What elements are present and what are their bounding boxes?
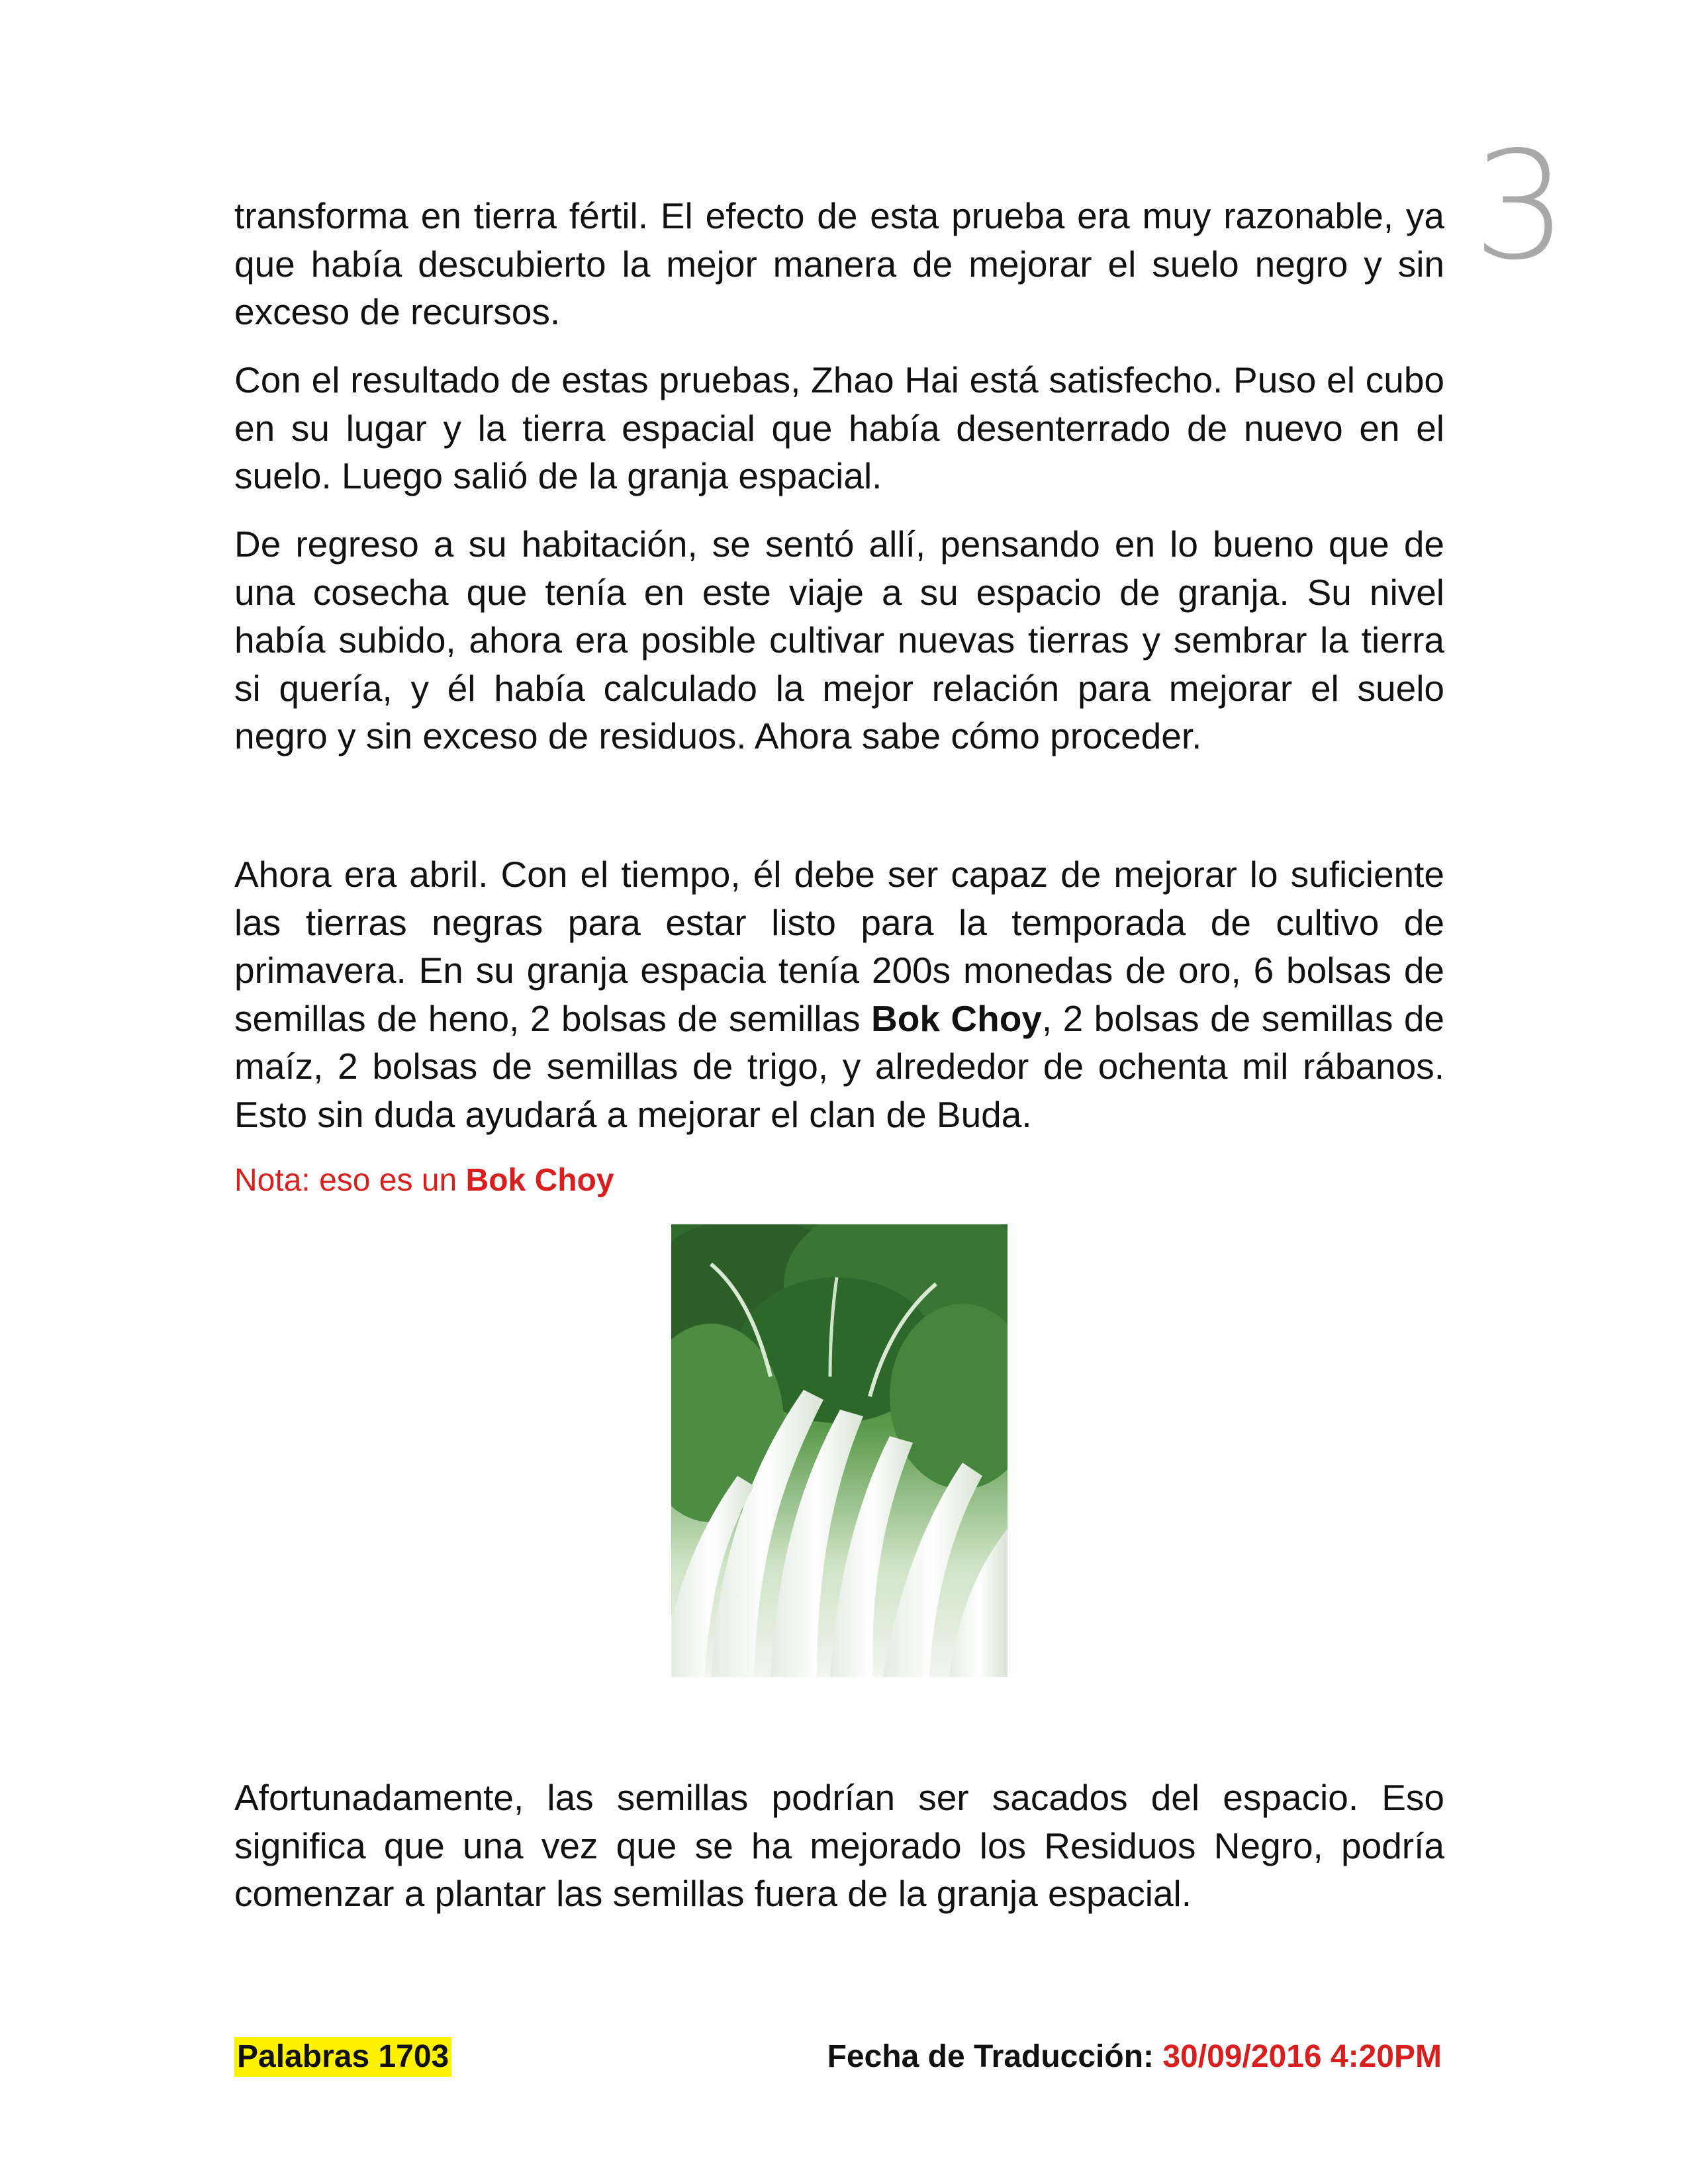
date-label: Fecha de Traducción: bbox=[827, 2039, 1163, 2074]
bok-choy-illustration bbox=[671, 1224, 1008, 1677]
paragraph-final: Afortunadamente, las semillas podrían ser sacados del espacio. Eso significa que una vez que se ha mejorado los Residuos Negro, podría comenzar a plantar las semillas fuera de la granja espacial. bbox=[234, 1777, 1444, 1914]
bok-choy-photo bbox=[671, 1224, 1008, 1677]
note-bold: Bok Choy bbox=[465, 1163, 614, 1198]
paragraph-3: De regreso a su habitación, se sentó allí, pensando en lo bueno que de una cosecha que tenía en este viaje a su espacio de granja. Su nivel había subido, ahora era posible cultivar nuevas tierras y sembrar la tierra si quería, y él había calculado la mejor relación para mejorar el suelo negro y sin exceso de residuos. Ahora sabe cómo proceder. bbox=[234, 523, 1444, 756]
bok-choy-bold: Bok Choy bbox=[871, 997, 1042, 1039]
paragraph-1: transforma en tierra fértil. El efecto de esta prueba era muy razonable, ya que había descubierto la mejor manera de mejorar el suelo negro y sin exceso de recursos. bbox=[234, 195, 1444, 332]
paragraph-2: Con el resultado de estas pruebas, Zhao Hai está satisfecho. Puso el cubo en su lugar y la tierra espacial que había desenterrado de nuevo en el suelo. Luego salió de la granja espacial. bbox=[234, 359, 1444, 496]
translation-date bbox=[827, 2037, 1442, 2077]
translator-note bbox=[234, 1160, 614, 1202]
page-number: 3 bbox=[1473, 120, 1568, 293]
april-text-after: , 2 bolsas de semillas de maíz, 2 bolsas de semillas de trigo, y alrededor de ochenta mil rábanos. Esto sin duda ayudará a mejorar el clan de Buda. bbox=[234, 997, 1445, 1135]
note-prefix: Nota: eso es un bbox=[234, 1163, 466, 1198]
word-count: Palabras 1703 bbox=[234, 2037, 451, 2077]
date-value: 30/09/2016 4:20PM bbox=[1162, 2039, 1442, 2074]
paragraph-april bbox=[234, 850, 1444, 1138]
april-text-before: Ahora era abril. Con el tiempo, él debe ser capaz de mejorar lo suficiente las tierras negras para estar listo para la temporada de cultivo de primavera. En su granja espacia tenía 200s monedas de oro, 6 bolsas de semillas de heno, 2 bolsas de semillas bbox=[234, 854, 1444, 1039]
